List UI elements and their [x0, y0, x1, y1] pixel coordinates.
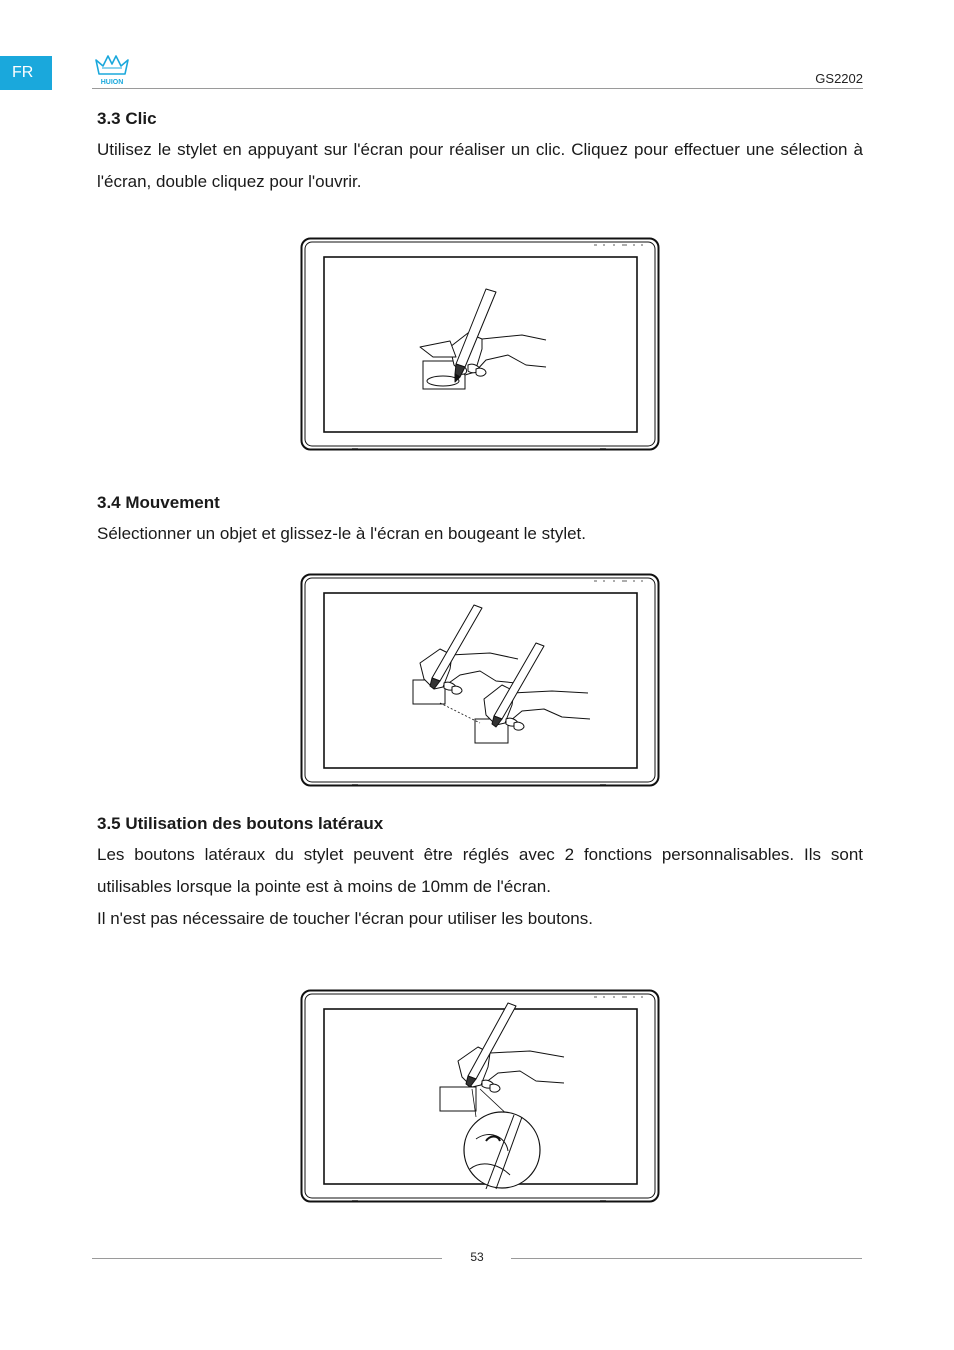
tablet-drag-illustration	[300, 573, 660, 787]
tablet-side-buttons-illustration	[300, 989, 660, 1203]
section-boutons-lateraux	[97, 809, 863, 935]
section-paragraph: Sélectionner un objet et glissez-le à l'écran en bougeant le stylet.	[97, 524, 586, 543]
tablet-click-illustration	[300, 237, 660, 451]
footer-divider-right	[511, 1258, 862, 1259]
section-title: 3.3 Clic	[97, 109, 157, 128]
section-mouvement	[97, 488, 863, 550]
language-tab: FR	[0, 56, 52, 90]
model-name: GS2202	[815, 71, 863, 86]
brand-text: HUION	[100, 79, 124, 86]
page-number: 53	[470, 1250, 484, 1264]
section-title: 3.5 Utilisation des boutons latéraux	[97, 814, 384, 833]
section-paragraph: Utilisez le stylet en appuyant sur l'écran pour réaliser un clic. Cliquez pour effectuer une sélection à l'écran, double cliquez pour l'ouvrir.	[97, 140, 863, 191]
footer-divider-left	[92, 1258, 442, 1259]
section-paragraph: Les boutons latéraux du stylet peuvent être réglés avec 2 fonctions personnalisables. Ils sont utilisables lorsque la pointe est à moins de 10mm de l'écran.	[97, 845, 863, 896]
section-paragraph: Il n'est pas nécessaire de toucher l'écran pour utiliser les boutons.	[97, 909, 593, 928]
section-clic	[97, 104, 863, 198]
header-divider	[92, 88, 863, 89]
huion-logo	[92, 52, 132, 88]
section-title: 3.4 Mouvement	[97, 493, 220, 512]
